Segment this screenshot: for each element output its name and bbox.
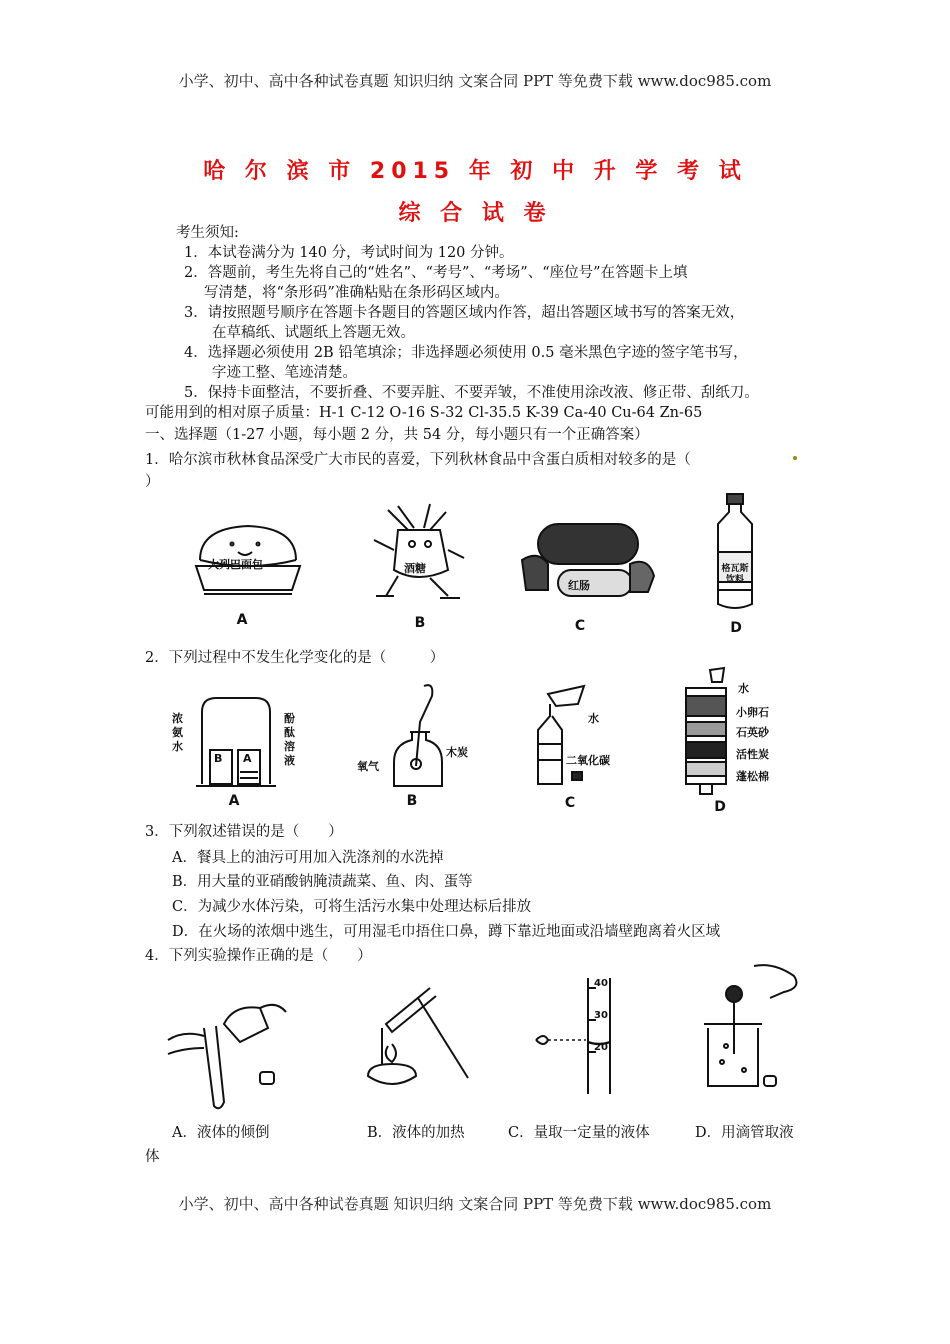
notice-item: 字迹工整、笔迹清楚。 <box>212 365 357 381</box>
notice-item: 在草稿纸、试题纸上答题无效。 <box>212 325 415 341</box>
bread-label: 大列巴面包 <box>208 558 263 571</box>
charcoal-label: 木炭 <box>446 746 468 759</box>
tick-30: 30 <box>594 1010 608 1021</box>
drink-bottle-illustration <box>710 494 760 614</box>
question-3-stem: 3．下列叙述错误的是（ ） <box>145 824 343 840</box>
notice-item: 1．本试卷满分为 140 分，考试时间为 120 分钟。 <box>184 245 514 261</box>
tick-20: 20 <box>594 1042 608 1053</box>
notice-heading: 考生须知: <box>176 225 239 241</box>
co2-bottle-illustration <box>528 664 598 794</box>
question-3-option: B．用大量的亚硝酸钠腌渍蔬菜、鱼、肉、蛋等 <box>172 874 473 890</box>
question-4-option: A．液体的倾倒 <box>172 1125 270 1141</box>
caption-d: D <box>730 620 742 636</box>
co2-label: 二氧化碳 <box>566 754 610 767</box>
question-4-option: B．液体的加热 <box>367 1125 465 1141</box>
measuring-cylinder-illustration <box>534 976 624 1096</box>
question-3-option: C．为减少水体污染，可将生活污水集中处理达标后排放 <box>172 899 532 915</box>
caption-d: D <box>714 799 726 815</box>
notice-item: 5．保持卡面整洁，不要折叠、不要弄脏、不要弄皱，不准使用涂改液、修正带、刮纸刀。 <box>184 385 759 401</box>
caption-c: C <box>564 795 576 811</box>
caption-a: A <box>228 793 240 809</box>
heating-liquid-illustration <box>352 984 472 1094</box>
exam-title: 哈 尔 滨 市 2015 年 初 中 升 学 考 试 <box>203 159 747 184</box>
charcoal-combustion-illustration <box>390 682 450 792</box>
candy-mascot-illustration <box>368 500 468 610</box>
drink-label: 格瓦斯饮料 <box>721 564 749 585</box>
question-4-stem: 4．下列实验操作正确的是（ ） <box>145 948 372 964</box>
notice-item: 写清楚，将“条形码”准确粘贴在条形码区域内。 <box>204 285 509 301</box>
candy-label: 酒糖 <box>404 562 426 575</box>
pouring-liquid-illustration <box>164 996 294 1110</box>
ammonia-label: 浓氨水 <box>172 712 183 753</box>
dot-mark <box>793 456 797 460</box>
caption-b: B <box>414 615 426 631</box>
page-footer: 小学、初中、高中各种试卷真题 知识归纳 文案合同 PPT 等免费下载 www.doc985.com <box>178 1195 772 1213</box>
notice-item: 4．选择题必须使用 2B 铅笔填涂；非选择题必须使用 0.5 毫米黑色字迹的签字笔书写， <box>184 345 748 361</box>
notice-item: 3．请按照题号顺序在答题卡各题目的答题区域内作答，超出答题区域书写的答案无效， <box>184 305 745 321</box>
caption-a: A <box>236 612 248 628</box>
dropper-illustration <box>694 962 814 1092</box>
beaker-b-label: B <box>214 752 223 765</box>
water-filter-illustration <box>680 666 740 802</box>
bell-jar-illustration <box>196 694 276 790</box>
oxygen-label: 氧气 <box>357 760 379 773</box>
question-3-option: A．餐具上的油污可用加入洗涤剂的水洗掉 <box>172 850 444 866</box>
filter-water-label: 水 <box>738 682 749 695</box>
cotton-label: 蓬松棉 <box>736 770 769 783</box>
question-4-option-tail: 体 <box>145 1149 160 1165</box>
atomic-masses: 可能用到的相对原子质量：H-1 C-12 O-16 S-32 Cl-35.5 K-39 Ca-40 Cu-64 Zn-65 <box>145 405 703 421</box>
sausage-label: 红肠 <box>568 579 590 592</box>
notice-item: 2．答题前，考生先将自己的“姓名”、“考号”、“考场”、“座位号”在答题卡上填 <box>184 265 688 281</box>
phenolphthalein-label: 酚酞溶液 <box>284 712 295 767</box>
pebbles-label: 小卵石 <box>736 706 769 719</box>
question-1-stem: 1．哈尔滨市秋林食品深受广大市民的喜爱，下列秋林食品中含蛋白质相对较多的是（ <box>145 452 691 468</box>
question-2-stem: 2．下列过程中不发生化学变化的是（ ） <box>145 650 445 666</box>
question-4-option: C．量取一定量的液体 <box>508 1125 650 1141</box>
quartz-sand-label: 石英砂 <box>736 726 769 739</box>
section-heading: 一、选择题（1-27 小题，每小题 2 分，共 54 分，每小题只有一个正确答案） <box>145 427 649 443</box>
caption-c: C <box>574 618 586 634</box>
activated-carbon-label: 活性炭 <box>736 748 769 761</box>
caption-b: B <box>406 793 418 809</box>
exam-subtitle: 综 合 试 卷 <box>398 201 552 226</box>
page-header: 小学、初中、高中各种试卷真题 知识归纳 文案合同 PPT 等免费下载 www.doc985.com <box>178 72 772 90</box>
tick-40: 40 <box>594 978 608 989</box>
question-1-stem-end: ） <box>145 474 160 490</box>
question-4-option: D．用滴管取液 <box>695 1125 794 1141</box>
water-label: 水 <box>588 712 599 725</box>
beaker-a-label: A <box>243 752 252 765</box>
question-3-option: D．在火场的浓烟中逃生，可用湿毛巾捂住口鼻，蹲下靠近地面或沿墙壁跑离着火区域 <box>172 924 721 940</box>
